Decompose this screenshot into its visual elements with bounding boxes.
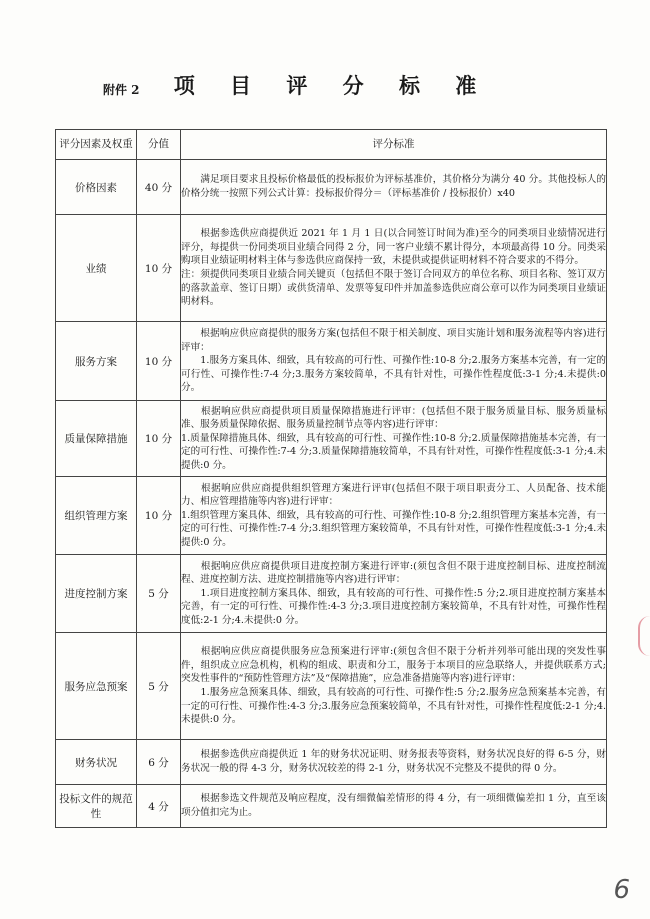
header-score: 分值: [137, 130, 181, 160]
row-score: 10 分: [137, 215, 181, 322]
row-factor: 服务应急预案: [56, 633, 137, 740]
row-score: 10 分: [137, 477, 181, 555]
row-standard: 根据响应供应商提供服务应急预案进行评审:(须包含但不限于分析并列举可能出现的突发性事件，组织成立应急机构，机构的组成、职责和分工，服务于本项目的应急联络人，并提供联系方式;突发性事件的“预防性管理方法”及“保障措施”，应急准备措施等内容)进行评审： 1.服务应急预案具体、细致，具有较高的可行性、可操作性:5 分;2.服务应急预案基本完善，有一定的可行性、可操作性:4-3 分;3.服务应急预案较简单，不具有针对性，可操作性程度低:2-1 分;4.未提供:0 分。: [181, 633, 607, 740]
table-row: [56, 785, 607, 828]
row-factor: 组织管理方案: [56, 477, 137, 555]
row-factor: 服务方案: [56, 322, 137, 401]
scoring-criteria-table: [55, 129, 607, 828]
table-row: [56, 215, 607, 322]
attachment-label: 附件 2: [103, 83, 140, 97]
table-row: [56, 555, 607, 633]
row-score: 5 分: [137, 555, 181, 633]
row-standard: 根据响应供应商提供的服务方案(包括但不限于相关制度、项目实施计划和服务流程等内容)进行评审： 1.服务方案具体、细致，具有较高的可行性、可操作性:10-8 分;2.服务方案基本完善，有一定的可行性、可操作性:7-4 分;3.服务方案较简单，不具有针对性，可操作性程度低:3-1 分;4.未提供:0 分。: [181, 322, 607, 401]
row-factor: 投标文件的规范性: [56, 785, 137, 828]
row-standard: 根据参选供应商提供近 2021 年 1 月 1 日(以合同签订时间为准)至今的同类项目业绩情况进行评分，每提供一份同类项目业绩合同得 2 分，同一客户业绩不累计得分，本项最高得 10 分。同类采购项目业绩证明材料主体与参选供应商保持一致，未提供或提供证明材料不符合要求的不得分。 注：须提供同类项目业绩合同关键页（包括但不限于签订合同双方的单位名称、项目名称、签订双方的落款盖章、签订日期）或供货清单、发票等复印件并加盖参选供应商公章可以作为同类项目业绩证明材料。: [181, 215, 607, 322]
row-factor: 业绩: [56, 215, 137, 322]
row-factor: 价格因素: [56, 160, 137, 215]
row-score: 40 分: [137, 160, 181, 215]
row-standard: 根据参选文件规范及响应程度，没有细微偏差情形的得 4 分，有一项细微偏差扣 1 分，直至该项分值扣完为止。: [181, 785, 607, 828]
table-row: [56, 322, 607, 401]
table-row: [56, 477, 607, 555]
row-factor: 质量保障措施: [56, 401, 137, 477]
row-score: 10 分: [137, 401, 181, 477]
row-score: 6 分: [137, 740, 181, 785]
row-standard: 满足项目要求且投标价格最低的投标报价为评标基准价，其价格分为满分 40 分。其他投标人的价格分统一按照下列公式计算：投标报价得分＝（评标基准价 / 投标报价）x40: [181, 160, 607, 215]
row-standard: 根据参选供应商提供近 1 年的财务状况证明、财务报表等资料，财务状况良好的得 6-5 分，财务状况一般的得 4-3 分，财务状况较差的得 2-1 分，财务状况不完整及不提供的得 0 分。: [181, 740, 607, 785]
table-row: [56, 160, 607, 215]
row-standard: 根据响应供应商提供项目质量保障措施进行评审：(包括但不限于服务质量目标、服务质量标准、服务质量保障依据、服务质量控制节点等内容)进行评审： 1.质量保障措施具体、细致，具有较高的可行性、可操作性:10-8 分;2.质量保障措施基本完善，有一定的可行性、可操作性:7-4 分;3.质量保障措施较简单，不具有针对性，可操作性程度低:3-1 分;4.未提供:0 分。: [181, 401, 607, 477]
table-header-row: [56, 130, 607, 160]
row-factor: 进度控制方案: [56, 555, 137, 633]
row-score: 5 分: [137, 633, 181, 740]
page-title: 项 目 评 分 标 准: [173, 73, 491, 98]
red-stamp-edge: [638, 616, 650, 656]
row-score: 10 分: [137, 322, 181, 401]
header-factor: 评分因素及权重: [56, 130, 137, 160]
table-row: [56, 740, 607, 785]
table-row: [56, 401, 607, 477]
table-row: [56, 633, 607, 740]
row-standard: 根据响应供应商提供组织管理方案进行评审(包括但不限于项目职责分工、人员配备、技术能力、相应管理措施等内容)进行评审： 1.组织管理方案具体、细致，具有较高的可行性、可操作性:10-8 分;2.组织管理方案基本完善，有一定的可行性、可操作性:7-4 分;3.组织管理方案较简单，不具有针对性，可操作性程度低:3-1 分;4.未提供:0 分。: [181, 477, 607, 555]
row-standard: 根据响应供应商提供项目进度控制方案进行评审:(须包含但不限于进度控制目标、进度控制流程、进度控制方法、进度控制措施等内容)进行评审： 1.项目进度控制方案具体、细致，具有较高的可行性、可操作性:5 分;2.项目进度控制方案基本完善，有一定的可行性、可操作性:4-3 分;3.项目进度控制方案较简单，不具有针对性，可操作性程度低:2-1 分;4.未提供:0 分。: [181, 555, 607, 633]
header-standard: 评分标准: [181, 130, 607, 160]
row-factor: 财务状况: [56, 740, 137, 785]
row-score: 4 分: [137, 785, 181, 828]
handwritten-page-number: 6: [613, 875, 630, 905]
